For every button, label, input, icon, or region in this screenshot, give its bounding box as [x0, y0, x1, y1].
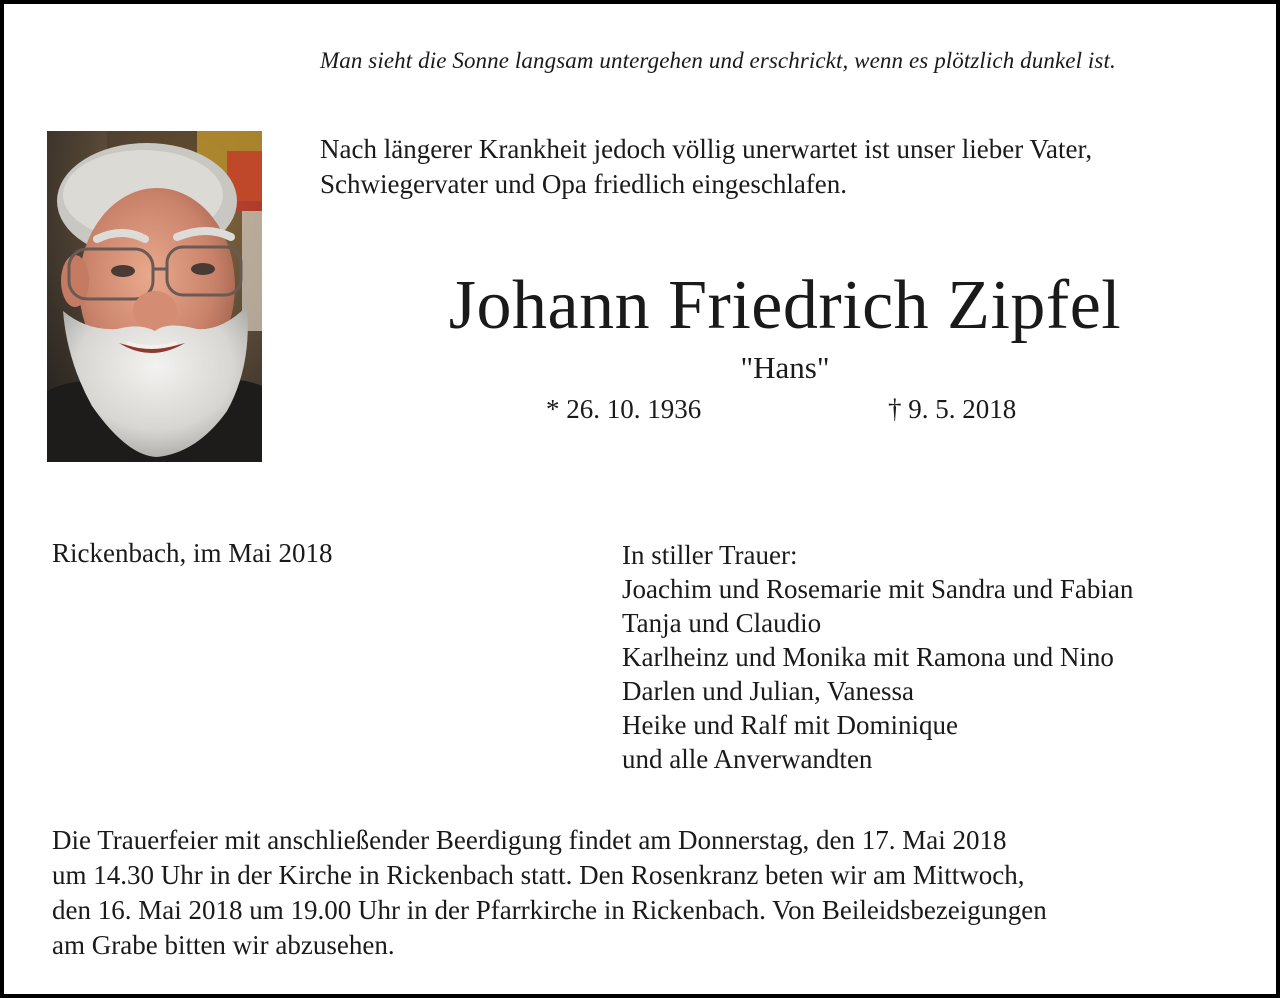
funeral-details — [52, 823, 1252, 963]
portrait-photo — [47, 131, 262, 462]
mourner-line: Heike und Ralf mit Dominique — [622, 710, 958, 740]
mourner-line: und alle Anverwandten — [622, 744, 873, 774]
deceased-nickname: "Hans" — [740, 350, 830, 385]
mourners-heading: In stiller Trauer: — [622, 540, 798, 570]
funeral-line: Die Trauerfeier mit anschließender Beerdigung findet am Donnerstag, den 17. Mai 2018 — [52, 825, 1007, 855]
deceased-name: Johann Friedrich Zipfel — [448, 267, 1122, 344]
mourner-line: Darlen und Julian, Vanessa — [622, 676, 914, 706]
intro-line: Nach längerer Krankheit jedoch völlig unerwartet ist unser lieber Vater, — [320, 134, 1093, 164]
place-and-date: Rickenbach, im Mai 2018 — [52, 538, 333, 568]
intro-text — [320, 132, 1270, 202]
funeral-line: den 16. Mai 2018 um 19.00 Uhr in der Pfarrkirche in Rickenbach. Von Beileidsbezeigungen — [52, 895, 1047, 925]
mourner-line: Tanja und Claudio — [622, 608, 822, 638]
funeral-line: am Grabe bitten wir abzusehen. — [52, 930, 395, 960]
intro-line: Schwiegervater und Opa friedlich eingeschlafen. — [320, 169, 848, 199]
death-date: † 9. 5. 2018 — [888, 394, 1017, 424]
funeral-line: um 14.30 Uhr in der Kirche in Rickenbach statt. Den Rosenkranz beten wir am Mittwoch, — [52, 860, 1025, 890]
mourner-line: Karlheinz und Monika mit Ramona und Nino — [622, 642, 1114, 672]
mourner-line: Joachim und Rosemarie mit Sandra und Fabian — [622, 574, 1134, 604]
mourners-list — [622, 538, 1262, 776]
motto-quote: Man sieht die Sonne langsam untergehen und erschrickt, wenn es plötzlich dunkel ist. — [320, 48, 1116, 73]
birth-date: * 26. 10. 1936 — [546, 394, 702, 424]
